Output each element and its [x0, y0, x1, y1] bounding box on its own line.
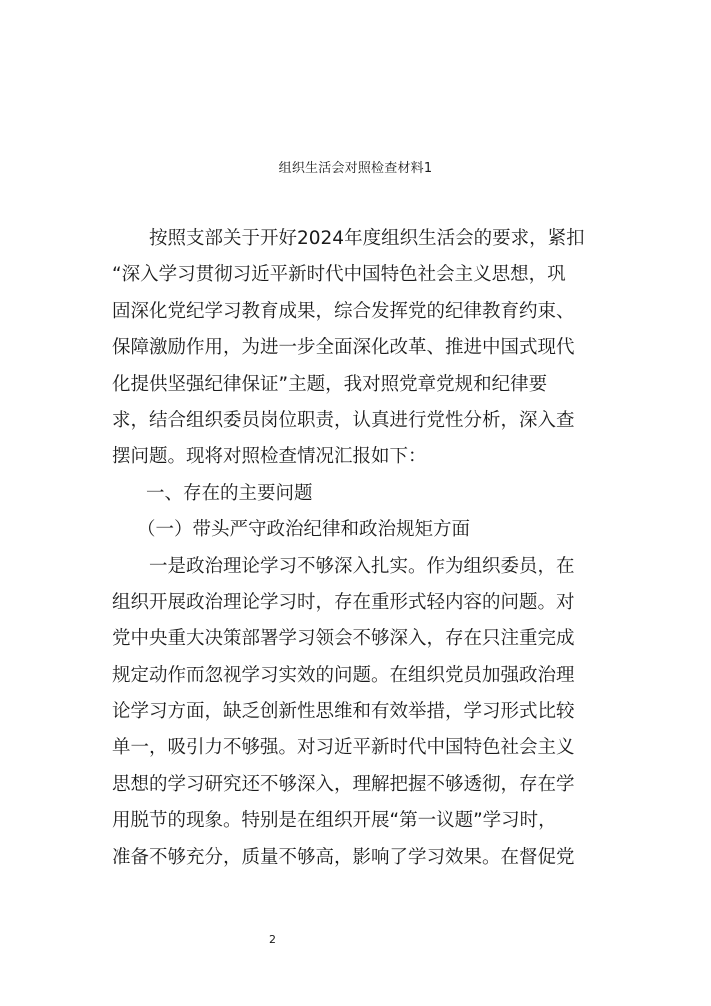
paragraph-2-line-2: 组织开展政治理论学习时，存在重形式轻内容的问题。对	[112, 591, 575, 613]
paragraph-2-line-3: 党中央重大决策部署学习领会不够深入，存在只注重完成	[112, 628, 575, 650]
paragraph-2-line-9: 准备不够充分，质量不够高，影响了学习效果。在督促党	[112, 846, 575, 868]
document-body	[112, 221, 602, 876]
paragraph-2-line-4: 规定动作而忽视学习实效的问题。在组织党员加强政治理	[112, 664, 575, 686]
paragraph-2-line-8: 用脱节的现象。特别是在组织开展“第一议题”学习时，	[112, 810, 557, 832]
paragraph-1-line-2: “深入学习贯彻习近平新时代中国特色社会主义思想，巩	[112, 264, 566, 286]
paragraph-1-line-7: 摆问题。现将对照检查情况汇报如下：	[112, 446, 427, 468]
paragraph-1-line-1: 按照支部关于开好2024年度组织生活会的要求，紧扣	[149, 228, 585, 249]
paragraph-2-line-7: 思想的学习研究还不够深入，理解把握不够透彻，存在学	[112, 773, 575, 795]
section-heading: 一、存在的主要问题	[146, 482, 313, 504]
paragraph-1-line-6: 求，结合组织委员岗位职责，认真进行党性分析，深入查	[112, 409, 575, 431]
page-number: 2	[269, 933, 276, 946]
subsection-heading: （一）带头严守政治纪律和政治规矩方面	[137, 519, 471, 541]
paragraph-1-line-4: 保障激励作用，为进一步全面深化改革、推进中国式现代	[112, 337, 575, 359]
document-title: 组织生活会对照检查材料1	[278, 161, 433, 176]
paragraph-1-line-5: 化提供坚强纪律保证”主题，我对照党章党规和纪律要	[112, 373, 548, 395]
paragraph-2-line-6: 单一，吸引力不够强。对习近平新时代中国特色社会主义	[112, 737, 575, 759]
paragraph-1-line-3: 固深化党纪学习教育成果，综合发挥党的纪律教育约束、	[112, 300, 575, 322]
paragraph-2-line-1: 一是政治理论学习不够深入扎实。作为组织委员，在	[149, 555, 575, 577]
paragraph-2-line-5: 论学习方面，缺乏创新性思维和有效举措，学习形式比较	[112, 701, 575, 723]
